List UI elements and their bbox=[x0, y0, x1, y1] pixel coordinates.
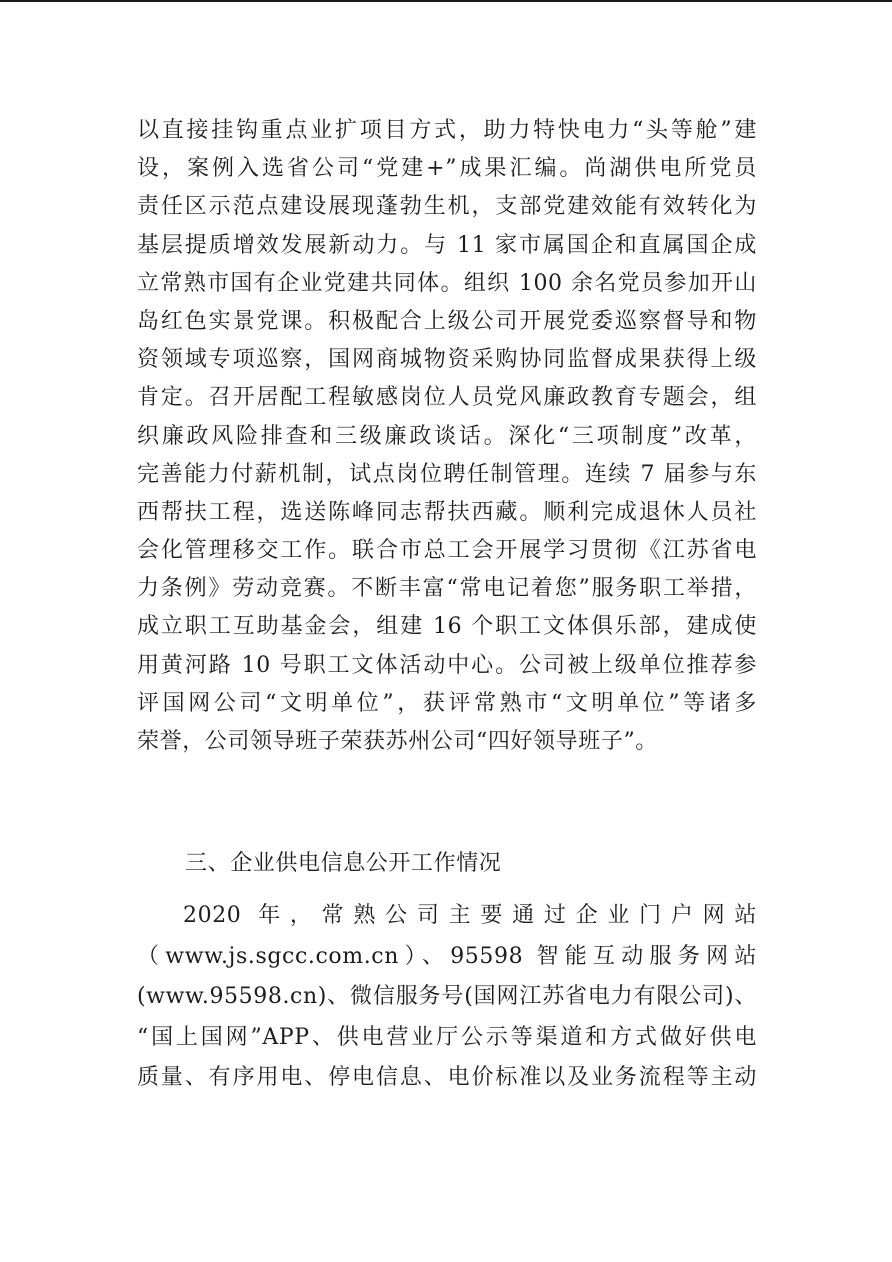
text-line: 肯定。召开居配工程敏感岗位人员党风廉政教育专题会，组 bbox=[137, 385, 757, 411]
text-line: 完善能力付薪机制，试点岗位聘任制管理。连续 7 届参与东 bbox=[137, 461, 757, 487]
text-line: （www.js.sgcc.com.cn）、95598 智能互动服务网站 bbox=[137, 943, 757, 969]
top-border-line bbox=[0, 0, 892, 2]
text-line: 基层提质增效发展新动力。与 11 家市属国企和直属国企成 bbox=[137, 232, 757, 258]
text-line: 资领域专项巡察，国网商城物资采购协同监督成果获得上级 bbox=[137, 347, 757, 373]
text-line: 岛红色实景党课。积极配合上级公司开展党委巡察督导和物 bbox=[137, 308, 757, 334]
text-line: 织廉政风险排查和三级廉政谈话。深化“三项制度”改革， bbox=[137, 423, 757, 449]
text-line: (www.95598.cn)、微信服务号(国网江苏省电力有限公司)、 bbox=[137, 984, 757, 1009]
text-line: 质量、有序用电、停电信息、电价标准以及业务流程等主动 bbox=[137, 1065, 757, 1090]
section-heading: 三、企业供电信息公开工作情况 bbox=[185, 851, 502, 876]
text-line-last: 荣誉，公司领导班子荣获苏州公司“四好领导班子”。 bbox=[137, 729, 658, 754]
text-line: 设，案例入选省公司“党建+”成果汇编。尚湖供电所党员 bbox=[137, 156, 757, 182]
text-line: 立常熟市国有企业党建共同体。组织 100 余名党员参加开山 bbox=[137, 270, 757, 296]
info-disclosure-paragraph bbox=[137, 896, 757, 1099]
party-building-paragraph bbox=[137, 112, 757, 761]
text-line: 会化管理移交工作。联合市总工会开展学习贯彻《江苏省电 bbox=[137, 538, 757, 564]
text-line: 用黄河路 10 号职工文体活动中心。公司被上级单位推荐参 bbox=[137, 652, 757, 678]
text-line: 以直接挂钩重点业扩项目方式，助力特快电力“头等舱”建 bbox=[137, 118, 757, 143]
text-line-first: 2020 年，常熟公司主要通过企业门户网站 bbox=[183, 903, 757, 928]
text-line: 责任区示范点建设展现蓬勃生机，支部党建效能有效转化为 bbox=[137, 194, 757, 220]
text-line: 力条例》劳动竞赛。不断丰富“常电记着您”服务职工举措， bbox=[137, 576, 757, 602]
text-line: 成立职工互助基金会，组建 16 个职工文体俱乐部，建成使 bbox=[137, 614, 757, 640]
text-line: 评国网公司“文明单位”，获评常熟市“文明单位”等诸多 bbox=[137, 690, 757, 716]
text-line: “国上国网”APP、供电营业厅公示等渠道和方式做好供电 bbox=[137, 1024, 757, 1050]
text-line: 西帮扶工程，选送陈峰同志帮扶西藏。顺利完成退休人员社 bbox=[137, 499, 757, 525]
